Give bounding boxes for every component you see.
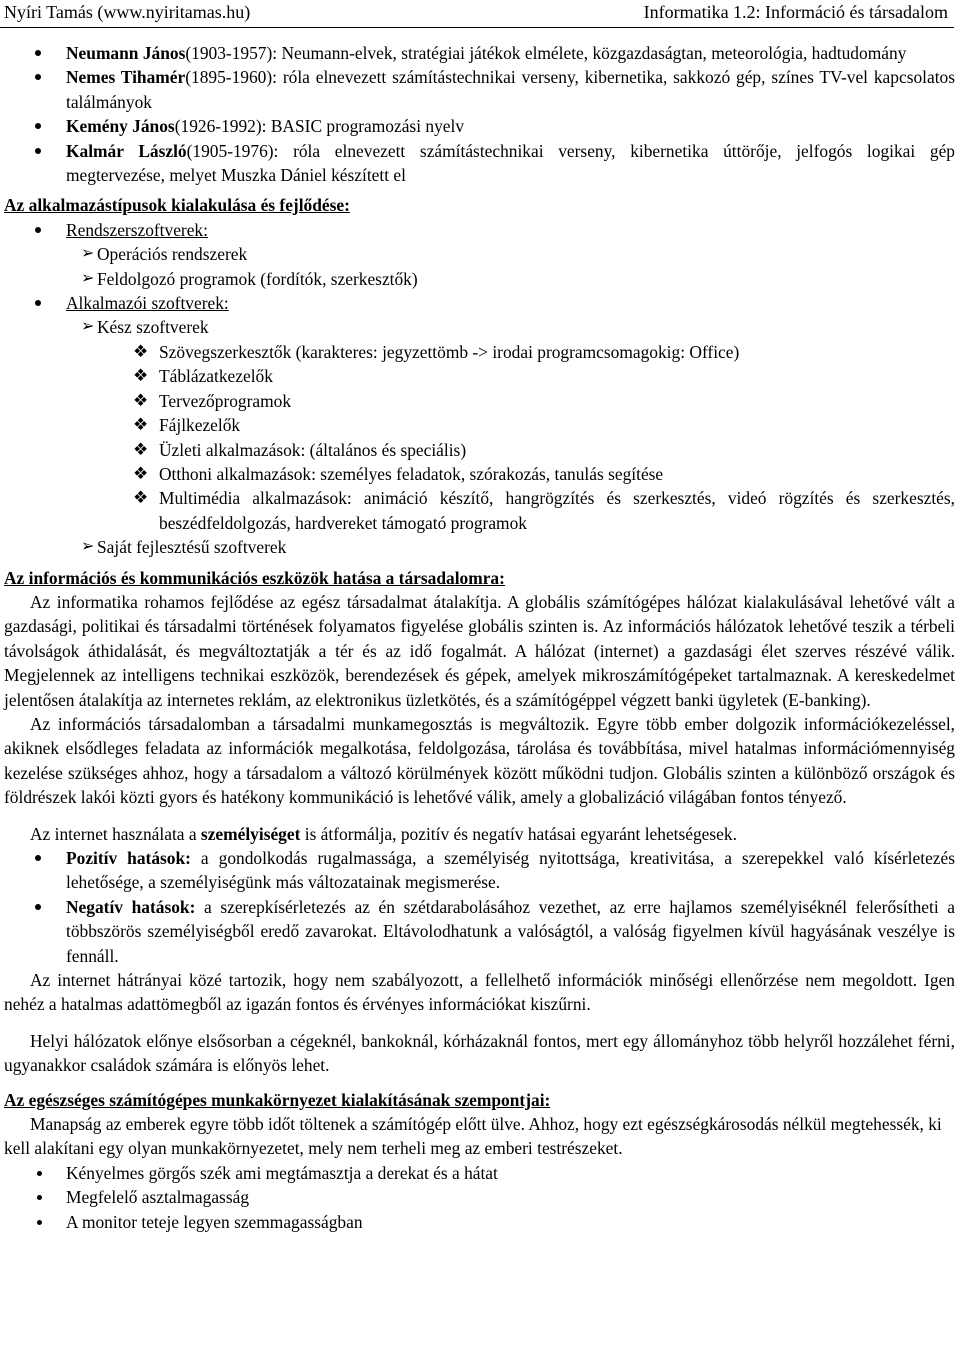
diamond-item-text: Fájlkezelők: [159, 415, 241, 436]
people-list: [4, 41, 955, 187]
header-author: Nyíri Tamás (www.nyiritamas.hu): [4, 2, 251, 22]
person-name: Neumann János: [66, 43, 186, 63]
diamond-item: [4, 486, 955, 535]
arrow-bullet-icon: ➢: [81, 538, 95, 556]
diamond-item-text: Otthoni alkalmazások: személyes feladatok, szórakozás, tanulás segítése: [159, 463, 664, 484]
diamond-item-text: Szövegszerkesztők (karakteres: jegyzettömb -> irodai programcsomagokig: Office): [159, 341, 740, 362]
section-heading-health: Az egészséges számítógépes munkakörnyezet kialakításának szempontjai:: [4, 1089, 551, 1110]
impact-paragraph-4: Az internet hátrányai közé tartozik, hogy nem szabályozott, a fellelhető információk minőségi ellenőrzése nem megoldott. Igen nehéz a hatalmas adattömegből az igazán fontos és érvényes információkat kiszűrni.: [4, 970, 955, 1015]
diamond-bullet-icon: ❖: [133, 415, 149, 435]
section-heading-impact: Az információs és kommunikációs eszközök hatása a társadalomra:: [4, 567, 505, 588]
arrow-item: [4, 267, 955, 291]
health-paragraph: Manapság az emberek egyre több időt töltenek a számítógép előtt ülve. Ahhoz, hogy ezt egészségkárosodás nélkül megtehessék, ki kell alakítani egy olyan munkakörnyezetet, mely nem terheli meg az emberi testrészeket.: [4, 1114, 942, 1159]
negative-text: a szerepkísérletezés az én szétdarabolásához vezethet, az erre hajlamos személyiséknél felerősítheti a többszörös személyiségből eredő zavarokat. Eltávolodhatunk a valóságtól, a valóság figyelmen kívül hagyásának veszélye is fennáll.: [66, 896, 955, 966]
list-item: [4, 846, 955, 895]
list-item: [4, 65, 955, 114]
list-item: [4, 139, 955, 188]
arrow-bullet-icon: ➢: [81, 245, 95, 263]
negative-label: Negatív hatások:: [66, 896, 196, 917]
person-info: (1905-1976): róla elnevezett számítástechnikai verseny, kibernetika úttörője, jelfogós logikai gép megtervezése, melyet Muszka Dániel készített el: [66, 140, 955, 186]
diamond-item: [4, 364, 955, 388]
list-item: A monitor teteje legyen szemmagasságban: [4, 1210, 955, 1234]
arrow-item: [4, 535, 955, 559]
arrow-bullet-icon: ➢: [81, 318, 95, 336]
list-item: [4, 114, 955, 138]
section-heading-apps: Az alkalmazástípusok kialakulása és fejlődése:: [4, 195, 350, 216]
diamond-bullet-icon: ❖: [133, 390, 149, 410]
diamond-item-text: Táblázatkezelők: [159, 366, 273, 387]
arrow-bullet-icon: ➢: [81, 269, 95, 287]
diamond-item: [4, 340, 955, 364]
diamond-bullet-icon: ❖: [133, 463, 149, 483]
arrow-item-text: Operációs rendszerek: [97, 244, 248, 265]
application-software-label: Alkalmazói szoftverek:: [66, 293, 229, 314]
system-software-label: Rendszerszoftverek:: [66, 219, 208, 240]
impact-paragraph-1: Az informatika rohamos fejlődése az egész társadalmat átalakítja. A globális számítógépes hálózat kialakulásával lehetővé vált a gazdasági, politikai és társadalmi történések folyamatos figyelése globális szinten is. Az információs hálózatok lehetővé teszik a térbeli távolságok áthidalását, és megváltoztatják a tér és az idő fogalmát. A hálózat (internet) a gazdasági élet szerves részévé válik. Megjelennek az intelligens technikai eszközök, berendezések és gépek, amelyek mikroszámítógépeket tartalmaznak. A kereskedelmet jelentősen átalakítja az internetes reklám, az elektronikus üzletkötés, és a számítógéppel végzett banki ügyletek (E-banking).: [4, 591, 955, 710]
diamond-item-text: Üzleti alkalmazások: (általános és speciális): [159, 439, 467, 460]
list-item: [4, 291, 955, 315]
diamond-bullet-icon: ❖: [133, 488, 149, 508]
diamond-item: [4, 413, 955, 437]
diamond-bullet-icon: ❖: [133, 366, 149, 386]
effects-list: [4, 846, 955, 968]
person-name: Nemes Tihamér: [66, 67, 186, 88]
list-item: Megfelelő asztalmagasság: [4, 1185, 955, 1209]
diamond-item: [4, 438, 955, 462]
impact-paragraph-2: Az információs társadalomban a társadalmi munkamegosztás is megváltozik. Egyre több ember dolgozik információkezeléssel, akiknek elsődleges feladata az információk megalkotása, feldolgozása, tárolása és továbbítása, mivel hatalmas információmennyiség kezelése szükséges ahhoz, hogy a társadalom a változó körülmények között működni tudjon. Globális szinten a különböző országok és földrészek lakói közti gyors és hatékony kommunikáció is lehetővé válik, amely a globalizáció világában fontos tényező.: [4, 713, 955, 808]
diamond-item: [4, 389, 955, 413]
positive-label: Pozitív hatások:: [66, 848, 191, 868]
apps-list: [4, 218, 955, 560]
diamond-item-text: Multimédia alkalmazások: animáció készítő, hangrögzítés és szerkesztés, videó rögzítés és szerkesztés, beszédfeldolgozás, hardvereket támogató programok: [159, 488, 955, 533]
personality-intro: Az internet használata a személyiséget is átformálja, pozitív és negatív hatásai egyaránt lehetségesek.: [30, 823, 737, 844]
person-info: (1895-1960): róla elnevezett számítástechnikai verseny, kibernetika, sakkozó gép, színes TV-vel kapcsolatos találmányok: [66, 67, 956, 112]
personality-bold: személyiséget: [200, 823, 301, 844]
list-item: [4, 41, 955, 65]
arrow-item-text: Kész szoftverek: [97, 317, 209, 338]
list-item: Kényelmes görgős szék ami megtámasztja a derekat és a hátat: [4, 1161, 955, 1185]
person-info: (1903-1957): Neumann-elvek, stratégiai játékok elmélete, közgazdaságtan, meteorológia, hadtudomány: [185, 43, 907, 63]
list-item: [4, 895, 955, 968]
diamond-bullet-icon: ❖: [133, 439, 149, 459]
person-name: Kalmár László: [66, 140, 187, 161]
page-header: [0, 0, 954, 28]
arrow-item: [4, 242, 955, 266]
arrow-item: [4, 315, 955, 339]
diamond-item: [4, 462, 955, 486]
list-item: [4, 218, 955, 242]
health-list: [4, 1161, 955, 1234]
header-title: Informatika 1.2: Információ és társadalom: [643, 2, 948, 22]
arrow-item-text: Saját fejlesztésű szoftverek: [97, 537, 287, 558]
person-info: (1926-1992): BASIC programozási nyelv: [174, 116, 465, 137]
diamond-bullet-icon: ❖: [133, 341, 149, 361]
impact-paragraph-5: Helyi hálózatok előnye elsősorban a cégeknél, bankoknál, kórházaknál fontos, mert egy állományhoz több helyről hozzálehet férni, ugyanakkor családok számára is előnyös lehet.: [4, 1030, 955, 1076]
person-name: Kemény János: [66, 116, 175, 137]
arrow-item-text: Feldolgozó programok (fordítók, szerkesztők): [97, 268, 418, 289]
positive-text: a gondolkodás rugalmassága, a személyiség nyitottsága, kreativitása, a szerepekkel való kísérletezés lehetősége, a személyiségünk más változatainak megismerése.: [66, 848, 955, 893]
diamond-item-text: Tervezőprogramok: [159, 390, 292, 411]
page-content: [4, 41, 955, 1234]
